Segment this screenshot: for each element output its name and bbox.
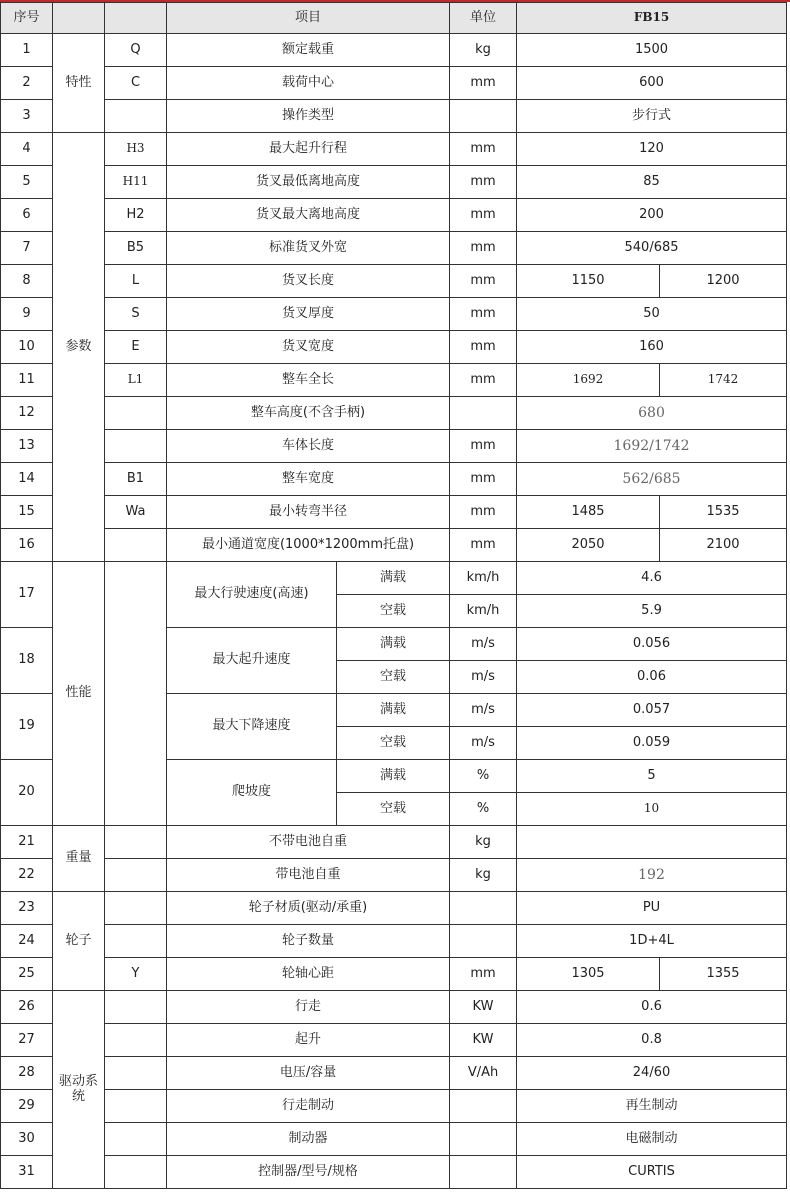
symbol-cell [105,1090,167,1123]
unit-cell: mm [450,430,517,463]
load-state-empty: 空载 [337,595,450,628]
symbol-cell: L [105,265,167,298]
value-cell: 50 [517,298,787,331]
unit-cell: mm [450,463,517,496]
table-row [1,34,787,67]
row-number: 10 [1,331,53,364]
symbol-cell: H2 [105,199,167,232]
unit-cell: kg [450,34,517,67]
table-row [1,1156,787,1189]
row-number: 28 [1,1057,53,1090]
symbol-cell [105,562,167,826]
value-cell: 540/685 [517,232,787,265]
symbol-cell: B1 [105,463,167,496]
header-no: 序号 [1,3,53,34]
table-row [1,166,787,199]
unit-cell: m/s [450,661,517,694]
unit-cell [450,100,517,133]
unit-cell [450,892,517,925]
value-cell: 0.057 [517,694,787,727]
item-cell: 带电池自重 [167,859,450,892]
item-cell: 制动器 [167,1123,450,1156]
unit-cell: kg [450,859,517,892]
unit-cell: mm [450,496,517,529]
item-cell: 整车宽度 [167,463,450,496]
value-cell: 192 [517,859,787,892]
row-number: 5 [1,166,53,199]
item-cell: 货叉最大离地高度 [167,199,450,232]
symbol-cell: Y [105,958,167,991]
table-row [1,298,787,331]
row-number: 16 [1,529,53,562]
unit-cell: m/s [450,628,517,661]
item-cell: 轮子材质(驱动/承重) [167,892,450,925]
load-state-empty: 空载 [337,727,450,760]
row-number: 8 [1,265,53,298]
unit-cell [450,925,517,958]
value-cell: 24/60 [517,1057,787,1090]
item-cell: 标准货叉外宽 [167,232,450,265]
row-number: 3 [1,100,53,133]
row-number: 24 [1,925,53,958]
load-state-full: 满载 [337,562,450,595]
value-cell: 1692/1742 [517,430,787,463]
symbol-cell [105,859,167,892]
value-cell: 5.9 [517,595,787,628]
table-row [1,67,787,100]
table-row [1,199,787,232]
table-row [1,892,787,925]
item-cell: 最大行驶速度(高速) [167,562,337,628]
item-cell: 操作类型 [167,100,450,133]
row-number: 13 [1,430,53,463]
row-number: 26 [1,991,53,1024]
table-row [1,529,787,562]
table-row [1,133,787,166]
value-cell-a: 1305 [517,958,660,991]
table-row [1,496,787,529]
row-number: 14 [1,463,53,496]
value-cell: 1D+4L [517,925,787,958]
symbol-cell [105,991,167,1024]
unit-cell: km/h [450,562,517,595]
load-state-full: 满载 [337,760,450,793]
unit-cell: % [450,793,517,826]
value-cell: 600 [517,67,787,100]
row-number: 25 [1,958,53,991]
unit-cell [450,397,517,430]
group-label-performance: 性能 [53,562,105,826]
symbol-cell: E [105,331,167,364]
unit-cell: V/Ah [450,1057,517,1090]
symbol-cell [105,1024,167,1057]
load-state-empty: 空载 [337,661,450,694]
unit-cell: kg [450,826,517,859]
table-row [1,925,787,958]
symbol-cell [105,100,167,133]
symbol-cell: C [105,67,167,100]
unit-cell: m/s [450,694,517,727]
row-number: 21 [1,826,53,859]
item-cell: 爬坡度 [167,760,337,826]
value-cell-a: 1692 [517,364,660,397]
value-cell: 0.056 [517,628,787,661]
unit-cell: mm [450,232,517,265]
item-cell: 载荷中心 [167,67,450,100]
row-number: 18 [1,628,53,694]
value-cell-b: 1355 [660,958,787,991]
table-row [1,100,787,133]
header-item: 项目 [167,3,450,34]
item-cell: 车体长度 [167,430,450,463]
row-number: 19 [1,694,53,760]
item-cell: 货叉厚度 [167,298,450,331]
unit-cell: mm [450,265,517,298]
row-number: 17 [1,562,53,628]
spec-table [0,2,787,1189]
item-cell: 货叉宽度 [167,331,450,364]
value-cell: 0.8 [517,1024,787,1057]
item-cell: 最小通道宽度(1000*1200mm托盘) [167,529,450,562]
table-row [1,958,787,991]
symbol-cell [105,892,167,925]
symbol-cell [105,826,167,859]
table-row [1,562,787,595]
value-cell: 1500 [517,34,787,67]
value-cell: 0.059 [517,727,787,760]
row-number: 31 [1,1156,53,1189]
row-number: 22 [1,859,53,892]
symbol-cell: L1 [105,364,167,397]
unit-cell [450,1123,517,1156]
table-row [1,364,787,397]
unit-cell [450,1156,517,1189]
load-state-full: 满载 [337,628,450,661]
row-number: 11 [1,364,53,397]
value-cell: 200 [517,199,787,232]
unit-cell: mm [450,67,517,100]
symbol-cell [105,430,167,463]
value-cell: 680 [517,397,787,430]
value-cell-b: 2100 [660,529,787,562]
row-number: 29 [1,1090,53,1123]
item-cell: 货叉长度 [167,265,450,298]
row-number: 4 [1,133,53,166]
table-row [1,1090,787,1123]
value-cell: 0.6 [517,991,787,1024]
row-number: 7 [1,232,53,265]
unit-cell: mm [450,331,517,364]
load-state-full: 满载 [337,694,450,727]
row-number: 1 [1,34,53,67]
row-number: 2 [1,67,53,100]
table-row [1,463,787,496]
symbol-cell [105,1123,167,1156]
header-unit: 单位 [450,3,517,34]
unit-cell: mm [450,298,517,331]
unit-cell: mm [450,199,517,232]
item-cell: 最小转弯半径 [167,496,450,529]
value-cell-b: 1742 [660,364,787,397]
value-cell: 再生制动 [517,1090,787,1123]
unit-cell: KW [450,991,517,1024]
table-row [1,1123,787,1156]
row-number: 15 [1,496,53,529]
unit-cell: mm [450,958,517,991]
header-row [1,3,787,34]
row-number: 30 [1,1123,53,1156]
table-row [1,232,787,265]
value-cell [517,826,787,859]
value-cell-a: 1485 [517,496,660,529]
item-cell: 最大下降速度 [167,694,337,760]
value-cell: CURTIS [517,1156,787,1189]
row-number: 12 [1,397,53,430]
unit-cell: mm [450,166,517,199]
header-group [53,3,105,34]
table-row [1,1057,787,1090]
item-cell: 轮轴心距 [167,958,450,991]
table-row [1,826,787,859]
row-number: 9 [1,298,53,331]
load-state-empty: 空载 [337,793,450,826]
symbol-cell [105,397,167,430]
value-cell: 0.06 [517,661,787,694]
table-row [1,1024,787,1057]
value-cell-a: 2050 [517,529,660,562]
symbol-cell: Q [105,34,167,67]
symbol-cell: S [105,298,167,331]
symbol-cell [105,529,167,562]
value-cell-b: 1200 [660,265,787,298]
item-cell: 行走 [167,991,450,1024]
item-cell: 最大起升行程 [167,133,450,166]
value-cell: 步行式 [517,100,787,133]
group-label-wheels: 轮子 [53,892,105,991]
row-number: 6 [1,199,53,232]
unit-cell: mm [450,529,517,562]
value-cell: PU [517,892,787,925]
value-cell: 85 [517,166,787,199]
item-cell: 额定载重 [167,34,450,67]
value-cell-a: 1150 [517,265,660,298]
row-number: 27 [1,1024,53,1057]
symbol-cell [105,1156,167,1189]
row-number: 23 [1,892,53,925]
header-model: FB15 [517,3,787,34]
item-cell: 不带电池自重 [167,826,450,859]
group-label-characteristics: 特性 [53,34,105,133]
value-cell: 5 [517,760,787,793]
header-symbol [105,3,167,34]
item-cell: 控制器/型号/规格 [167,1156,450,1189]
symbol-cell: H11 [105,166,167,199]
item-cell: 整车全长 [167,364,450,397]
symbol-cell: B5 [105,232,167,265]
table-row [1,859,787,892]
item-cell: 货叉最低离地高度 [167,166,450,199]
group-label-parameters: 参数 [53,133,105,562]
value-cell: 10 [517,793,787,826]
unit-cell: mm [450,364,517,397]
unit-cell: m/s [450,727,517,760]
value-cell-b: 1535 [660,496,787,529]
unit-cell: KW [450,1024,517,1057]
item-cell: 行走制动 [167,1090,450,1123]
value-cell: 4.6 [517,562,787,595]
table-row [1,991,787,1024]
table-row [1,265,787,298]
value-cell: 电磁制动 [517,1123,787,1156]
group-label-drive: 驱动系统 [53,991,105,1189]
table-row [1,331,787,364]
value-cell: 562/685 [517,463,787,496]
item-cell: 轮子数量 [167,925,450,958]
value-cell: 160 [517,331,787,364]
value-cell: 120 [517,133,787,166]
item-cell: 整车高度(不含手柄) [167,397,450,430]
symbol-cell [105,925,167,958]
row-number: 20 [1,760,53,826]
symbol-cell: H3 [105,133,167,166]
symbol-cell [105,1057,167,1090]
item-cell: 最大起升速度 [167,628,337,694]
symbol-cell: Wa [105,496,167,529]
unit-cell: mm [450,133,517,166]
item-cell: 电压/容量 [167,1057,450,1090]
group-label-weight: 重量 [53,826,105,892]
unit-cell: km/h [450,595,517,628]
unit-cell [450,1090,517,1123]
unit-cell: % [450,760,517,793]
item-cell: 起升 [167,1024,450,1057]
table-row [1,430,787,463]
table-row [1,397,787,430]
